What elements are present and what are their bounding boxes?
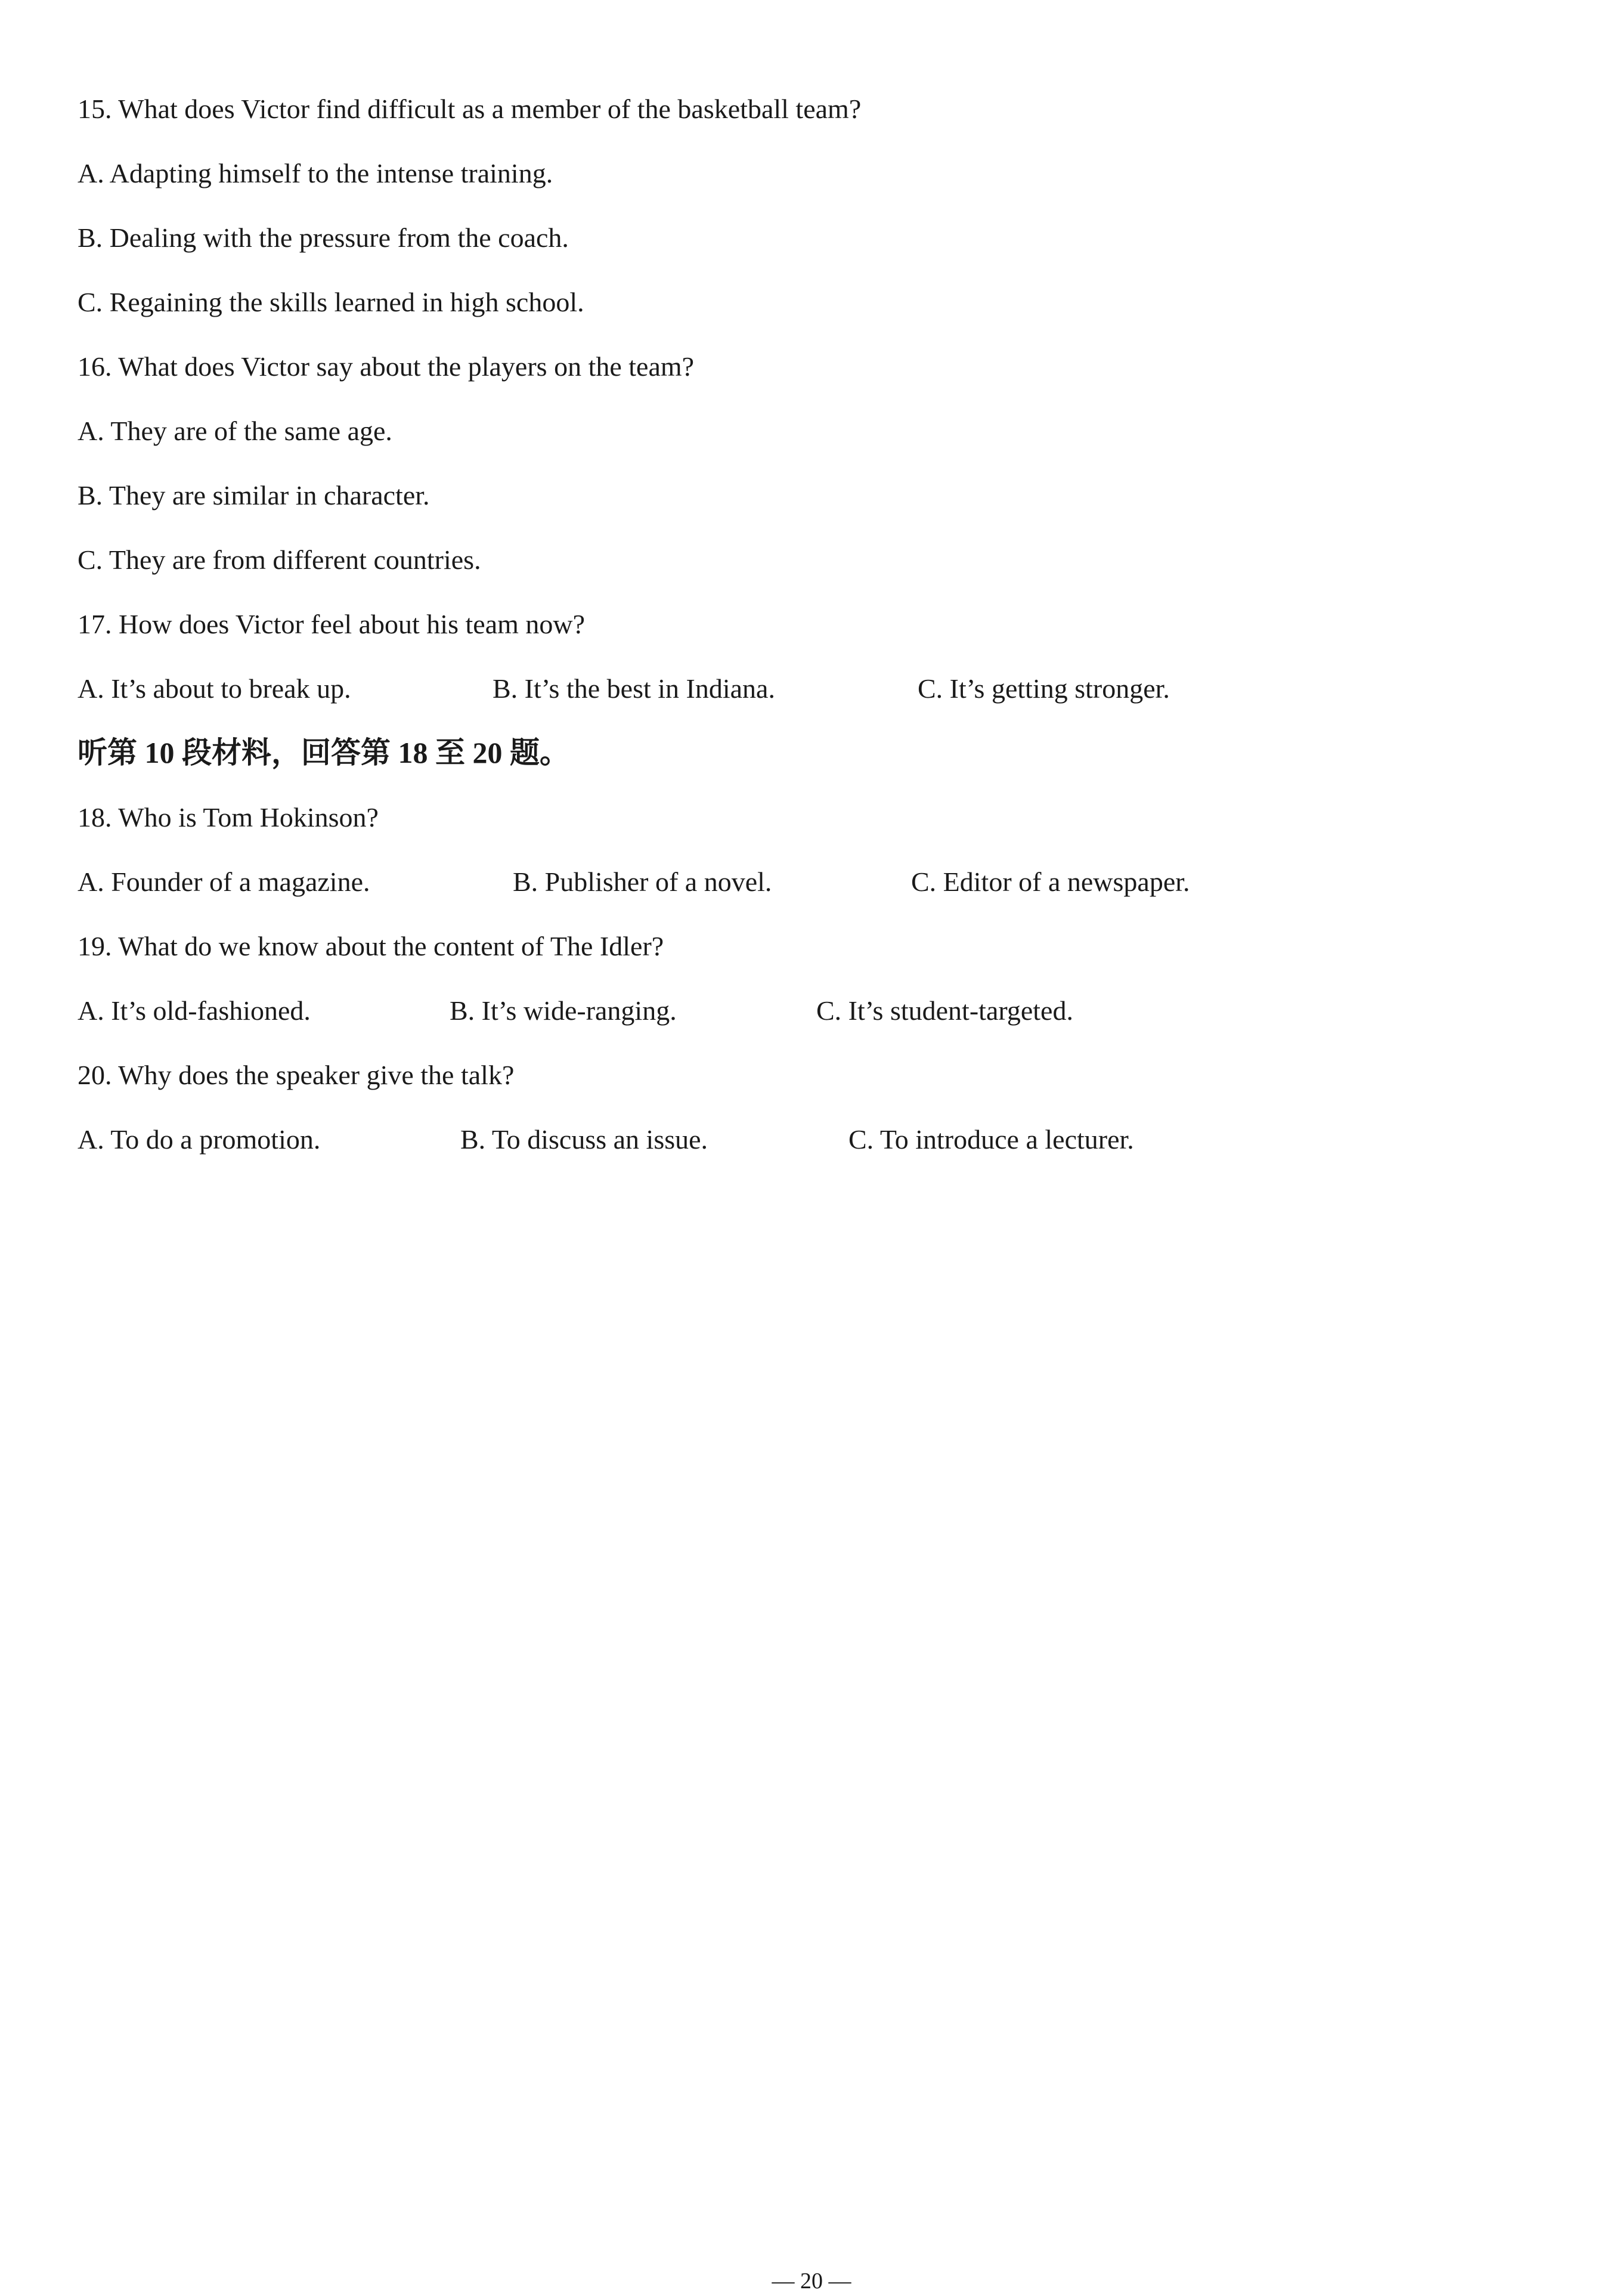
question-20-option-a: A. To do a promotion. [78,1124,321,1155]
question-15-option-a: A. Adapting himself to the intense training. [78,158,553,188]
question-15-option-c: C. Regaining the skills learned in high school. [78,287,584,317]
question-18-stem: 18. Who is Tom Hokinson? [78,802,379,833]
question-18-option-a: A. Founder of a magazine. [78,867,370,897]
question-19-option-a: A. It’s old-fashioned. [78,995,311,1026]
question-20-option-b: B. To discuss an issue. [460,1124,708,1155]
question-16-option-b: B. They are similar in character. [78,480,430,510]
question-15-option-b: B. Dealing with the pressure from the coach. [78,222,569,253]
question-15-stem: 15. What does Victor find difficult as a member of the basketball team? [78,94,862,124]
question-20-stem: 20. Why does the speaker give the talk? [78,1060,515,1090]
question-17-option-b: B. It’s the best in Indiana. [493,673,775,704]
question-16-option-a: A. They are of the same age. [78,416,392,446]
page-number: — 20 — [772,2269,851,2294]
question-20-option-c: C. To introduce a lecturer. [848,1124,1134,1155]
section-heading: 听第 10 段材料，回答第 18 至 20 题。 [78,736,569,769]
question-17-option-c: C. It’s getting stronger. [918,673,1170,704]
question-19-stem: 19. What do we know about the content of The Idler? [78,931,664,961]
question-17-option-a: A. It’s about to break up. [78,673,351,704]
question-18-option-b: B. Publisher of a novel. [513,867,772,897]
question-19-option-b: B. It’s wide-ranging. [450,995,677,1026]
question-19-option-c: C. It’s student-targeted. [816,995,1073,1026]
question-16-option-c: C. They are from different countries. [78,544,481,575]
question-18-option-c: C. Editor of a newspaper. [911,867,1190,897]
question-16-stem: 16. What does Victor say about the players on the team? [78,351,695,382]
question-17-stem: 17. How does Victor feel about his team now? [78,609,586,639]
